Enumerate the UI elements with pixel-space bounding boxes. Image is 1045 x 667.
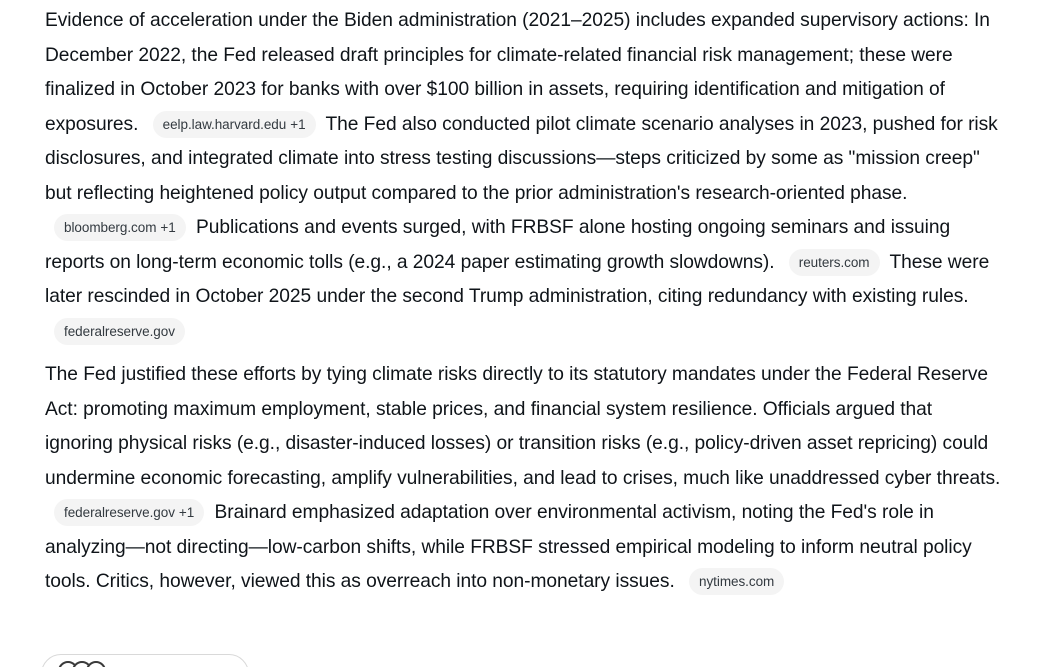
source-citation-chip[interactable] xyxy=(54,318,185,345)
source-citation-extra-count: +1 xyxy=(290,116,306,132)
source-citation-label: reuters.com xyxy=(798,254,870,270)
paragraph xyxy=(45,358,1005,600)
source-citation-chip[interactable] xyxy=(54,214,186,241)
source-citation-label: eelp.law.harvard.edu xyxy=(162,116,287,132)
paragraph xyxy=(45,4,1005,349)
source-citation-label: federalreserve.gov xyxy=(64,505,175,520)
source-favicons xyxy=(58,661,114,667)
source-citation-chip[interactable] xyxy=(54,499,204,526)
paragraph-text: Publications and events surged, with FRBSF alone hosting ongoing seminars and issuing reports on long-term economic tolls (e.g., a 2024 paper estimating growth slowdowns). xyxy=(45,217,951,273)
response-body xyxy=(45,4,1005,600)
paragraph-text: These were later rescinded in October 2025 under the second Trump administration, citing redundancy with existing rules. xyxy=(45,251,990,307)
source-citation-extra-count: +1 xyxy=(178,505,195,520)
sources-summary-button[interactable] xyxy=(41,654,249,667)
paragraph-text: The Fed justified these efforts by tying climate risks directly to its statutory mandates under the Federal Reserve Act: promoting maximum employment, stable prices, and financial system resilience. Officials argued that ignoring physical risks (e.g., disaster-induced losses) or transition risks (e.g., policy-driven asset repricing) could undermine economic forecasting, amplify vulnerabilities, and lead to crises, much like unaddressed cyber threats. xyxy=(45,364,1001,489)
source-citation-chip[interactable] xyxy=(689,568,784,595)
source-citation-label: bloomberg.com xyxy=(64,220,157,235)
paragraph-text: Brainard emphasized adaptation over environmental activism, noting the Fed's role in analyzing—not directing—low-carbon shifts, while FRBSF stressed empirical modeling to inform neutral policy tools. Critics, however, viewed this as overreach into non-monetary issues. xyxy=(45,502,972,592)
paragraph-text: The Fed also conducted pilot climate scenario analyses in 2023, pushed for risk disclosures, and integrated climate into stress testing discussions—steps criticized by some as "mission creep" but reflecting heightened policy output compared to the prior administration's research-oriented phase. xyxy=(45,113,998,204)
source-favicon-icon xyxy=(86,661,106,667)
source-citation-label: federalreserve.gov xyxy=(64,323,175,339)
source-citation-chip[interactable] xyxy=(789,249,880,276)
source-citation-label: nytimes.com xyxy=(699,574,775,589)
paragraph-text: Evidence of acceleration under the Biden administration (2021–2025) includes expanded supervisory actions: In December 2022, the Fed released draft principles for climate-related financial risk management; these were finalized in October 2023 for banks with over $100 billion in assets, requiring identification and mitigation of exposures. xyxy=(45,10,990,135)
source-citation-chip[interactable] xyxy=(153,111,316,138)
source-citation-extra-count: +1 xyxy=(160,220,176,235)
